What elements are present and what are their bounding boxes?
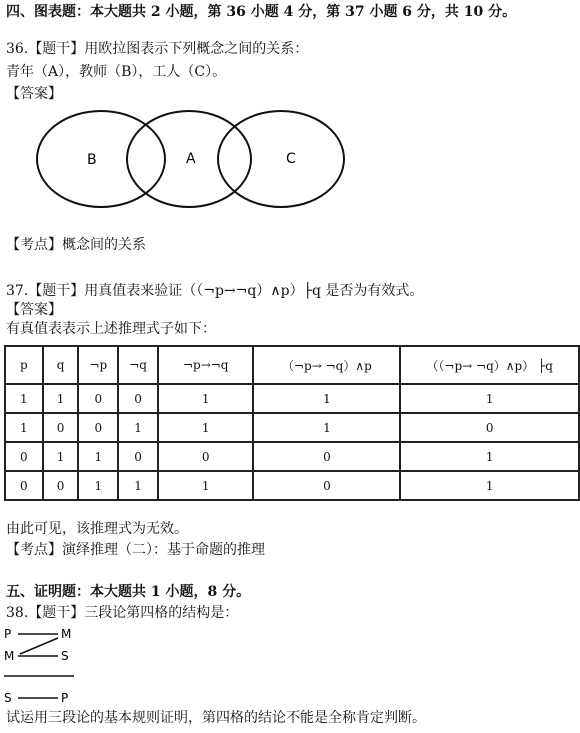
table-row [5, 413, 579, 442]
truth-table [4, 345, 580, 501]
table-cell: 1 [400, 442, 579, 471]
q37-answer-label: 【答案】 [6, 302, 62, 318]
table-cell: 0 [158, 442, 253, 471]
table-cell: 1 [253, 413, 400, 442]
venn-label-b: B [87, 152, 97, 168]
header-cell: q [43, 346, 79, 384]
table-cell: 1 [400, 384, 579, 413]
table-cell: 1 [158, 384, 253, 413]
table-cell: 1 [158, 413, 253, 442]
venn-label-a: A [186, 151, 196, 167]
q37-conclusion: 由此可见，该推理式为无效。 [6, 521, 188, 537]
q37-point: 【考点】演绎推理（二）：基于命题的推理 [6, 542, 265, 558]
row2-left-term: M [4, 649, 15, 663]
euler-diagram [30, 108, 360, 218]
table-cell: 1 [253, 384, 400, 413]
table-cell: 1 [43, 384, 79, 413]
header-cell: （（¬p→ ¬q）∧p） ├q [400, 346, 579, 384]
q36-answer-label: 【答案】 [6, 86, 62, 102]
table-cell: 1 [118, 471, 158, 500]
table-row [5, 471, 579, 500]
table-cell: 0 [253, 471, 400, 500]
table-cell: 1 [43, 442, 79, 471]
conclusion-right-term: P [61, 691, 69, 705]
circle-c [218, 111, 344, 207]
header-cell: ¬p [78, 346, 118, 384]
header-cell: ¬q [118, 346, 158, 384]
row2-right-term: S [61, 649, 69, 663]
table-cell: 0 [5, 471, 43, 500]
table-cell: 0 [400, 413, 579, 442]
truth-table-header [5, 346, 579, 384]
section-4-heading: 四、图表题：本大题共 2 小题，第 36 小题 4 分，第 37 小题 6 分，共 10 分。 [6, 4, 517, 20]
table-cell: 1 [118, 413, 158, 442]
table-cell: 1 [78, 471, 118, 500]
row1-left-term: P [4, 627, 12, 641]
venn-label-c: C [286, 151, 296, 167]
q36-concepts: 青年（A），教师（B），工人（C）。 [6, 64, 227, 80]
q37-stem: 37.【题干】用真值表来验证（（¬p→¬q）∧p）├q 是否为有效式。 [6, 283, 424, 299]
conclusion-left-term: S [4, 691, 12, 705]
table-cell: 0 [253, 442, 400, 471]
q37-intro: 有真值表表示上述推理式子如下： [6, 321, 216, 337]
table-cell: 0 [43, 471, 79, 500]
row1-right-term: M [61, 627, 72, 641]
syllogism-structure [4, 626, 124, 708]
table-cell: 0 [78, 413, 118, 442]
table-cell: 1 [5, 413, 43, 442]
q36-point: 【考点】概念间的关系 [6, 237, 146, 253]
diagonal-connector [20, 638, 58, 654]
table-cell: 0 [43, 413, 79, 442]
table-cell: 1 [5, 384, 43, 413]
header-cell: （¬p→ ¬q）∧p [253, 346, 400, 384]
table-cell: 0 [78, 384, 118, 413]
q36-stem: 36.【题干】用欧拉图表示下列概念之间的关系： [6, 41, 309, 57]
table-cell: 1 [78, 442, 118, 471]
q38-task: 试运用三段论的基本规则证明，第四格的结论不能是全称肯定判断。 [6, 710, 426, 726]
table-cell: 0 [118, 384, 158, 413]
header-cell: p [5, 346, 43, 384]
header-cell: ¬p→¬q [158, 346, 253, 384]
section-5-heading: 五、证明题：本大题共 1 小题，8 分。 [6, 584, 251, 600]
table-cell: 1 [158, 471, 253, 500]
table-cell: 1 [400, 471, 579, 500]
table-cell: 0 [118, 442, 158, 471]
table-row [5, 384, 579, 413]
q38-stem: 38.【题干】三段论第四格的结构是： [6, 605, 239, 621]
table-cell: 0 [5, 442, 43, 471]
table-row [5, 442, 579, 471]
